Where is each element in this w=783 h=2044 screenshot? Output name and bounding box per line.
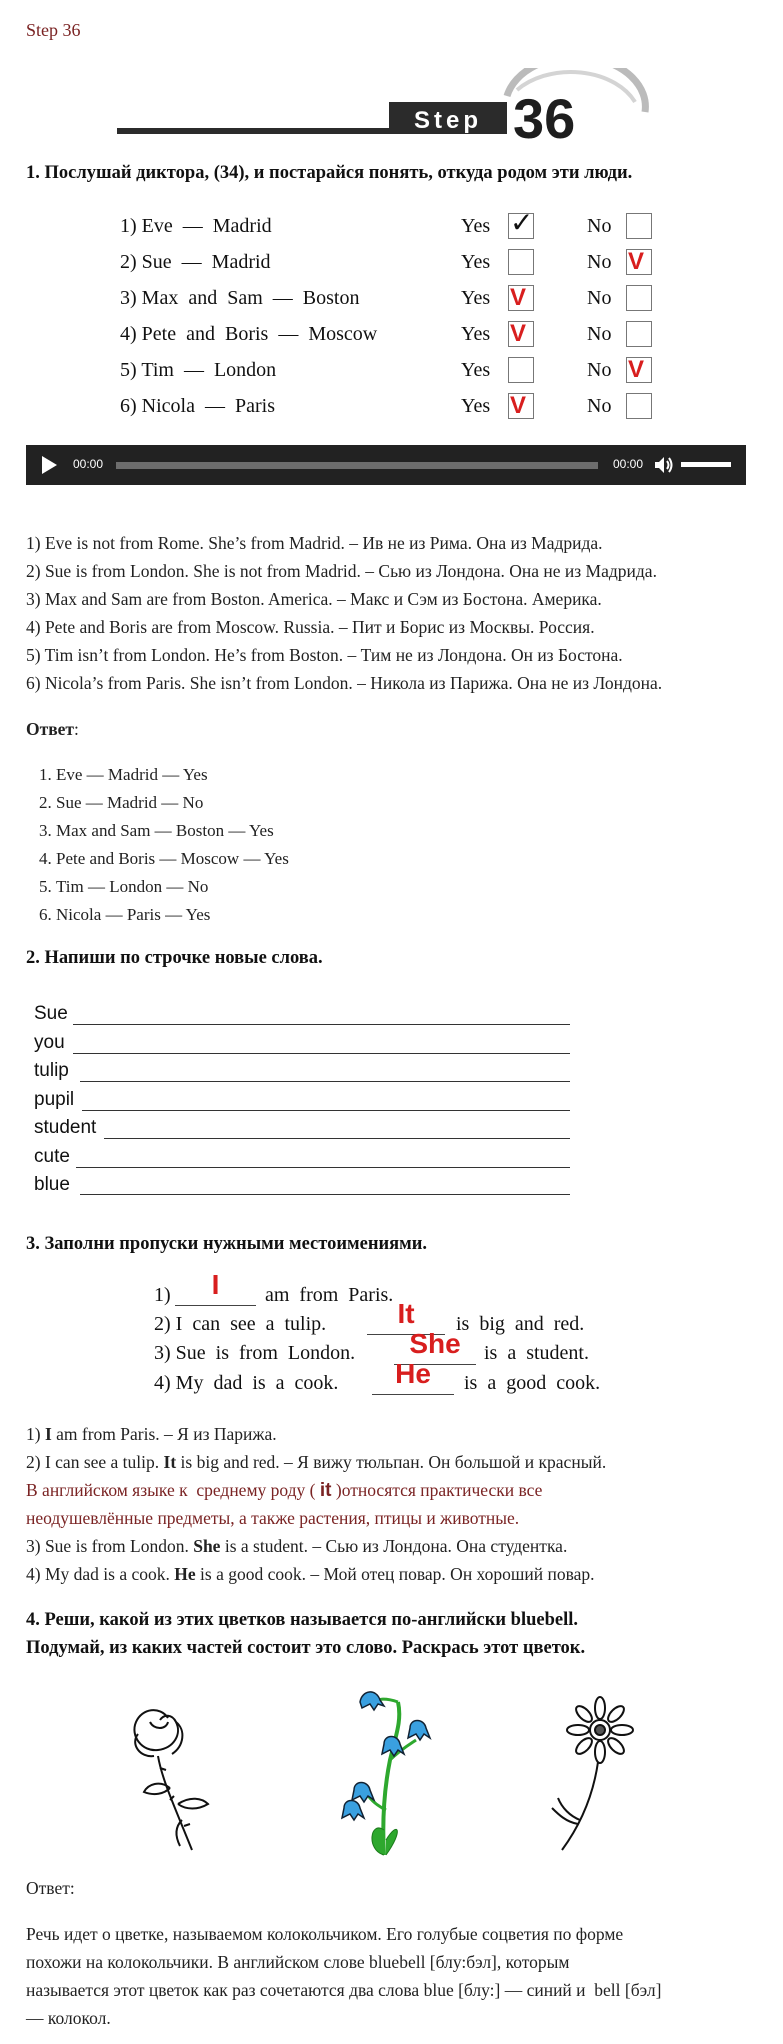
word-tulip: tulip — [34, 1060, 69, 1081]
ex1-row-4: 4) Pete and Boris — Moscow — [120, 323, 378, 345]
writing-line — [80, 1194, 570, 1195]
answer-list — [26, 761, 289, 929]
word-pupil: pupil — [34, 1089, 75, 1110]
translation-line-5: 5) Tim isn’t from London. He’s from Boston. – Тим не из Лондона. Он из Бостона. — [26, 645, 623, 665]
step-banner — [117, 68, 652, 144]
ex3-after-2: is big and red. — [456, 1313, 585, 1335]
step-link[interactable]: Step 36 — [26, 20, 81, 40]
yes-label: Yes — [461, 359, 491, 381]
word-you: you — [34, 1032, 65, 1053]
no-label: No — [587, 251, 612, 273]
translation-line-2: 2) Sue is from London. She is not from Madrid. – Сью из Лондона. Она не из Мадрида. — [26, 561, 657, 581]
volume-slider[interactable] — [681, 462, 731, 467]
word-student: student — [34, 1117, 97, 1138]
rose-illustration — [120, 1700, 250, 1860]
writing-line — [73, 1024, 570, 1025]
word-blue: blue — [34, 1174, 70, 1195]
ex3-row-2: 2) I can see a tulip. — [154, 1313, 327, 1335]
progress-bar[interactable] — [116, 462, 598, 469]
no-label: No — [587, 395, 612, 417]
ex3-translation-4: 4) My dad is a cook. He is a good cook. – Мой отец повар. Он хороший повар. — [26, 1564, 595, 1584]
final-answer-label: Ответ: — [26, 1878, 75, 1898]
translation-line-4: 4) Pete and Boris are from Moscow. Russia. – Пит и Борис из Москвы. Россия. — [26, 617, 595, 637]
list-item: 6. Nicola — Paris — Yes — [56, 901, 289, 929]
grammar-note-line-2: неодушевлённые предметы, а также растения, птицы и животные. — [26, 1508, 520, 1528]
bluebell-illustration — [340, 1680, 450, 1860]
ex1-row-5: 5) Tim — London — [120, 359, 277, 381]
no-checkbox-5[interactable]: V — [626, 357, 652, 383]
audio-player — [26, 445, 746, 485]
no-checkbox-2[interactable]: V — [626, 249, 652, 275]
list-item: 4. Pete and Boris — Moscow — Yes — [56, 845, 289, 873]
current-time: 00:00 — [73, 457, 104, 471]
writing-line — [73, 1053, 570, 1054]
no-label: No — [587, 287, 612, 309]
ex1-table — [0, 210, 783, 420]
yes-label: Yes — [461, 215, 491, 237]
list-item: 1. Eve — Madrid — Yes — [56, 761, 289, 789]
final-text-line-4: — колокол. — [26, 2008, 111, 2028]
writing-line — [76, 1167, 570, 1168]
duration: 00:00 — [613, 457, 644, 471]
answer-label: Ответ: — [26, 719, 79, 739]
yes-label: Yes — [461, 323, 491, 345]
ex3-row-1: 1) — [154, 1284, 171, 1306]
no-checkbox-4[interactable] — [626, 321, 652, 347]
word-lines — [0, 998, 783, 1198]
ex3-blank-4: He — [372, 1362, 454, 1395]
ex3-after-3: is a student. — [484, 1342, 589, 1364]
no-checkbox-1[interactable] — [626, 213, 652, 239]
ex3-translation-2: 2) I can see a tulip. It is big and red. – Я вижу тюльпан. Он большой и красный. — [26, 1452, 607, 1472]
ex3-translation-3: 3) Sue is from London. She is a student. – Сью из Лондона. Она студентка. — [26, 1536, 568, 1556]
daisy-illustration — [540, 1690, 650, 1860]
ex3-row-4: 4) My dad is a cook. — [154, 1372, 339, 1394]
yes-checkbox-5[interactable] — [508, 357, 534, 383]
banner-step-word: Step — [413, 107, 483, 134]
ex3-after-4: is a good cook. — [464, 1372, 601, 1394]
ex3-row-3: 3) Sue is from London. — [154, 1342, 356, 1364]
yes-checkbox-6[interactable]: V — [508, 393, 534, 419]
no-label: No — [587, 215, 612, 237]
ex3-blank-3: She — [394, 1332, 476, 1365]
writing-line — [82, 1110, 570, 1111]
writing-line — [104, 1138, 570, 1139]
yes-checkbox-3[interactable]: V — [508, 285, 534, 311]
translation-line-6: 6) Nicola’s from Paris. She isn’t from London. – Никола из Парижа. Она не из Лондона. — [26, 673, 663, 693]
yes-checkbox-2[interactable] — [508, 249, 534, 275]
word-cute: cute — [34, 1146, 70, 1167]
writing-line — [80, 1081, 570, 1082]
ex3-blank-1: I — [175, 1273, 256, 1306]
yes-label: Yes — [461, 251, 491, 273]
list-item: 3. Max and Sam — Boston — Yes — [56, 817, 289, 845]
volume-icon[interactable] — [653, 455, 675, 475]
ex1-row-1: 1) Eve — Madrid — [120, 215, 272, 237]
yes-checkbox-1[interactable]: ✓ — [510, 208, 534, 239]
ex3-heading: 3. Заполни пропуски нужными местоимениями. — [26, 1234, 428, 1254]
ex3-blank-2: It — [367, 1302, 445, 1335]
final-text-line-1: Речь идет о цветке, называемом колокольчиком. Его голубые соцветия по форме — [26, 1924, 624, 1944]
banner-step-number: 36 — [513, 87, 576, 144]
ex4-heading-line-2: Подумай, из каких частей состоит это слово. Раскрась этот цветок. — [26, 1638, 586, 1658]
play-icon[interactable] — [42, 456, 57, 474]
translation-line-3: 3) Max and Sam are from Boston. America. – Макс и Сэм из Бостона. Америка. — [26, 589, 602, 609]
yes-checkbox-4[interactable]: V — [508, 321, 534, 347]
no-checkbox-6[interactable] — [626, 393, 652, 419]
ex1-row-3: 3) Max and Sam — Boston — [120, 287, 360, 309]
word-sue: Sue — [34, 1003, 68, 1024]
yes-label: Yes — [461, 287, 491, 309]
no-label: No — [587, 359, 612, 381]
ex1-heading: 1. Послушай диктора, (34), и постарайся понять, откуда родом эти люди. — [26, 163, 633, 183]
volume-level — [681, 462, 731, 467]
final-text-line-2: похожи на колокольчики. В английском слове bluebell [блу:бэл], которым — [26, 1952, 570, 1972]
ex3-translation-1: 1) I am from Paris. – Я из Парижа. — [26, 1424, 277, 1444]
ex1-row-6: 6) Nicola — Paris — [120, 395, 275, 417]
yes-label: Yes — [461, 395, 491, 417]
ex1-row-2: 2) Sue — Madrid — [120, 251, 271, 273]
ex2-heading: 2. Напиши по строчке новые слова. — [26, 948, 323, 968]
no-label: No — [587, 323, 612, 345]
ex3-after-1: am from Paris. — [265, 1284, 394, 1306]
translation-line-1: 1) Eve is not from Rome. She’s from Madrid. – Ив не из Рима. Она из Мадрида. — [26, 533, 603, 553]
list-item: 5. Tim — London — No — [56, 873, 289, 901]
ex4-heading-line-1: 4. Реши, какой из этих цветков называется по-английски bluebell. — [26, 1610, 579, 1630]
list-item: 2. Sue — Madrid — No — [56, 789, 289, 817]
no-checkbox-3[interactable] — [626, 285, 652, 311]
grammar-note-line-1: В английском языке к среднему роду ( it )относятся практически все — [26, 1480, 543, 1501]
final-text-line-3: называется этот цветок как раз сочетаются два слова blue [блу:] — синий и bell [бэл] — [26, 1980, 662, 2000]
